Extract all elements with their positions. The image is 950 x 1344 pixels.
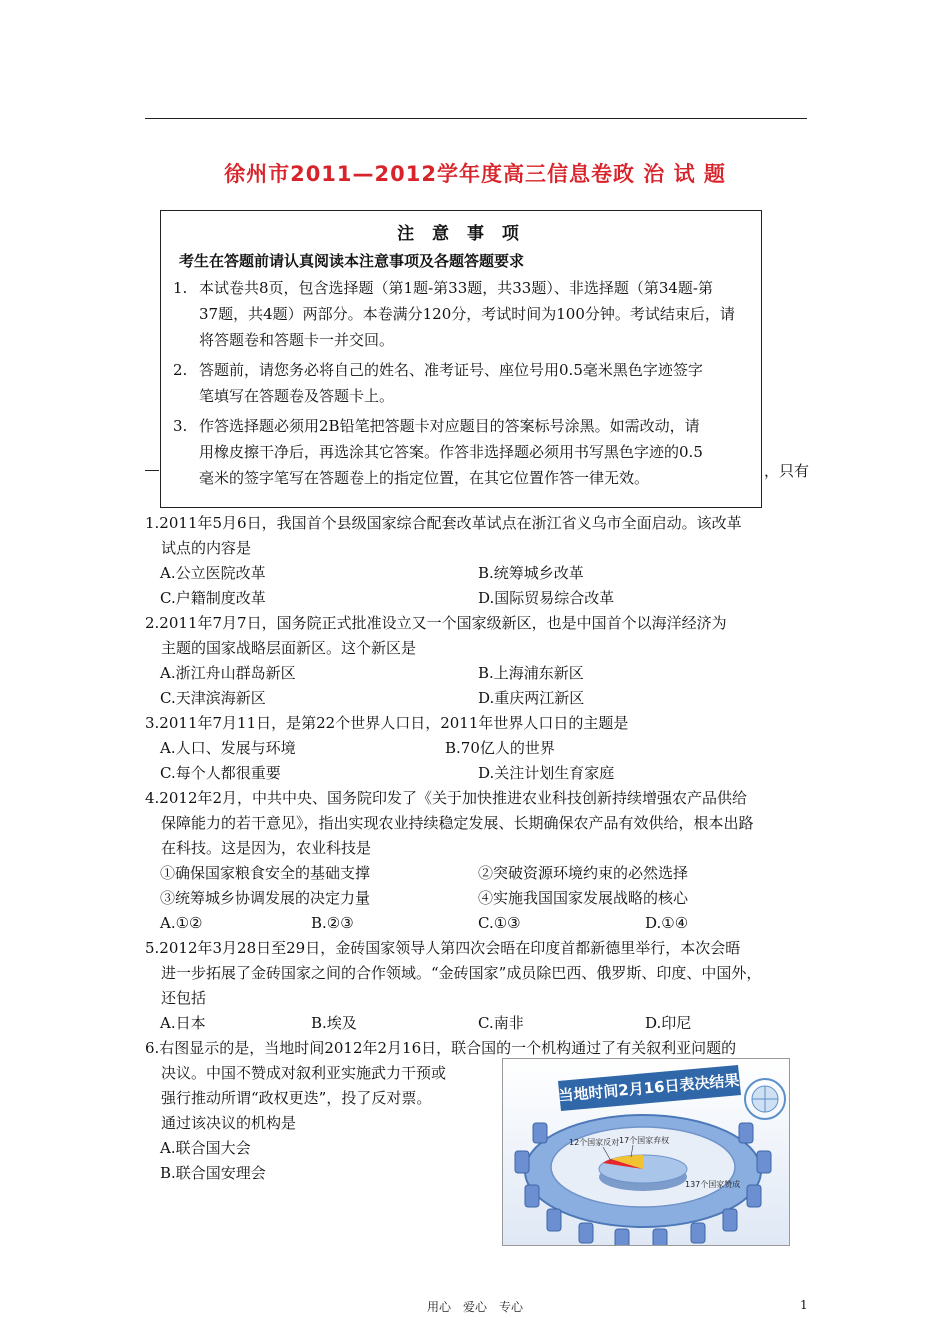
- question-text: 5.2012年3月28日至29日，金砖国家领导人第四次会晤在印度首都新德里举行，本次会晤: [145, 939, 741, 957]
- question-text: 决议。中国不赞成对叙利亚实施武力干预或: [161, 1064, 447, 1082]
- option-b: B.70亿人的世界: [445, 739, 555, 757]
- label-for: 137个国家赞成: [685, 1180, 741, 1189]
- option-d: D.关注计划生育家庭: [478, 764, 615, 782]
- notice-item-2: [173, 357, 747, 409]
- question-text: 进一步拓展了金砖国家之间的合作领域。“金砖国家”成员除巴西、俄罗斯、印度、中国外，: [161, 964, 762, 982]
- page-footer: 用心 爱心 专心: [426, 1300, 523, 1314]
- option-a: A.公立医院改革: [160, 564, 266, 582]
- notice-line: 笔填写在答题卷及答题卡上。: [199, 387, 395, 405]
- option-c: C.户籍制度改革: [160, 589, 266, 607]
- option-b: B.②③: [311, 914, 354, 932]
- question-4: [145, 786, 810, 861]
- page-title: 徐州市2011—2012学年度高三信息卷政 治 试 题: [224, 162, 726, 186]
- notice-item-1: [173, 275, 747, 353]
- question-2: [145, 611, 810, 661]
- page-number: 1: [800, 1298, 808, 1312]
- option-c: C.①③: [478, 914, 521, 932]
- option-a: A.①②: [160, 914, 203, 932]
- notice-line: 答题前，请您务必将自己的姓名、准考证号、座位号用0.5毫米黑色字迹签字: [199, 361, 703, 379]
- question-text: 在科技。这是因为，农业科技是: [161, 839, 372, 857]
- option-a: A.浙江舟山群岛新区: [160, 664, 296, 682]
- notice-line: 37题，共4题）两部分。本卷满分120分，考试时间为100分钟。考试结束后，请: [199, 305, 735, 323]
- question-text: 2.2011年7月7日，国务院正式批准设立又一个国家级新区，也是中国首个以海洋经济为: [145, 614, 727, 632]
- question-text: 1.2011年5月6日，我国首个县级国家综合配套改革试点在浙江省义乌市全面启动。该改革: [145, 514, 742, 532]
- option-d: D.重庆两江新区: [478, 689, 585, 707]
- question-text: 3.2011年7月11日，是第22个世界人口日，2011年世界人口日的主题是: [145, 714, 629, 732]
- question-text: 通过该决议的机构是: [161, 1114, 297, 1132]
- option-b: B.埃及: [311, 1014, 357, 1032]
- notice-line: 毫米的签字笔写在答题卷上的指定位置，在其它位置作答一律无效。: [199, 469, 650, 487]
- question-3: [145, 711, 810, 736]
- notice-heading: 注 意 事 项: [397, 224, 525, 244]
- statement-4: ④实施我国国家发展战略的核心: [478, 889, 689, 907]
- notice-line: 作答选择题必须用2B铅笔把答题卡对应题目的答案标号涂黑。如需改动，请: [199, 417, 700, 435]
- obscured-text-fragment: ，只有: [764, 462, 810, 480]
- question-1: [145, 511, 810, 561]
- notice-item-3: [173, 413, 747, 491]
- question-text: 还包括: [161, 989, 207, 1007]
- notice-line: 用橡皮擦干净后，再选涂其它答案。作答非选择题必须用书写黑色字迹的0.5: [199, 443, 703, 461]
- statement-1: ①确保国家粮食安全的基础支撑: [160, 864, 371, 882]
- option-a: A.人口、发展与环境: [160, 739, 296, 757]
- obscured-text-rule: [145, 470, 159, 471]
- option-b: B.统筹城乡改革: [478, 564, 584, 582]
- statement-3: ③统筹城乡协调发展的决定力量: [160, 889, 371, 907]
- banner-text: 当地时间2月16日表决结果: [557, 1071, 741, 1105]
- vote-pie: [599, 1155, 687, 1191]
- question-5: [145, 936, 810, 1011]
- option-c: C.南非: [478, 1014, 524, 1032]
- question-text: 试点的内容是: [161, 539, 252, 557]
- option-d: D.国际贸易综合改革: [478, 589, 615, 607]
- notice-item-number: 1.: [173, 279, 188, 297]
- statement-2: ②突破资源环境约束的必然选择: [478, 864, 689, 882]
- label-abstain: 17个国家弃权: [619, 1136, 670, 1145]
- question-text: 强行推动所谓“政权更迭”，投了反对票。: [161, 1089, 432, 1107]
- notice-item-number: 3.: [173, 417, 188, 435]
- label-against: 12个国家反对: [569, 1138, 620, 1147]
- question-text: 4.2012年2月，中共中央、国务院印发了《关于加快推进农业科技创新持续增强农产品供给: [145, 789, 748, 807]
- option-a: A.联合国大会: [160, 1139, 251, 1157]
- un-vote-figure: [502, 1058, 790, 1246]
- option-d: D.①④: [645, 914, 689, 932]
- option-c: C.天津滨海新区: [160, 689, 266, 707]
- question-text: 保障能力的若干意见》，指出实现农业持续稳定发展、长期确保农产品有效供给，根本出路: [161, 814, 754, 832]
- notice-subheading: 考生在答题前请认真阅读本注意事项及各题答题要求: [179, 252, 525, 270]
- option-c: C.每个人都很重要: [160, 764, 281, 782]
- un-vote-illustration: [503, 1059, 790, 1246]
- notice-line: 本试卷共8页，包含选择题（第1题-第33题，共33题）、非选择题（第34题-第: [199, 279, 713, 297]
- question-text: 主题的国家战略层面新区。这个新区是: [161, 639, 417, 657]
- notice-line: 将答题卷和答题卡一并交回。: [199, 331, 395, 349]
- option-d: D.印尼: [645, 1014, 692, 1032]
- header-rule: [145, 118, 807, 119]
- option-b: B.联合国安理会: [160, 1164, 266, 1182]
- option-b: B.上海浦东新区: [478, 664, 584, 682]
- notice-box: [160, 210, 762, 508]
- question-text: 6.右图显示的是，当地时间2012年2月16日，联合国的一个机构通过了有关叙利亚问题的: [145, 1039, 737, 1057]
- notice-item-number: 2.: [173, 361, 188, 379]
- option-a: A.日本: [160, 1014, 206, 1032]
